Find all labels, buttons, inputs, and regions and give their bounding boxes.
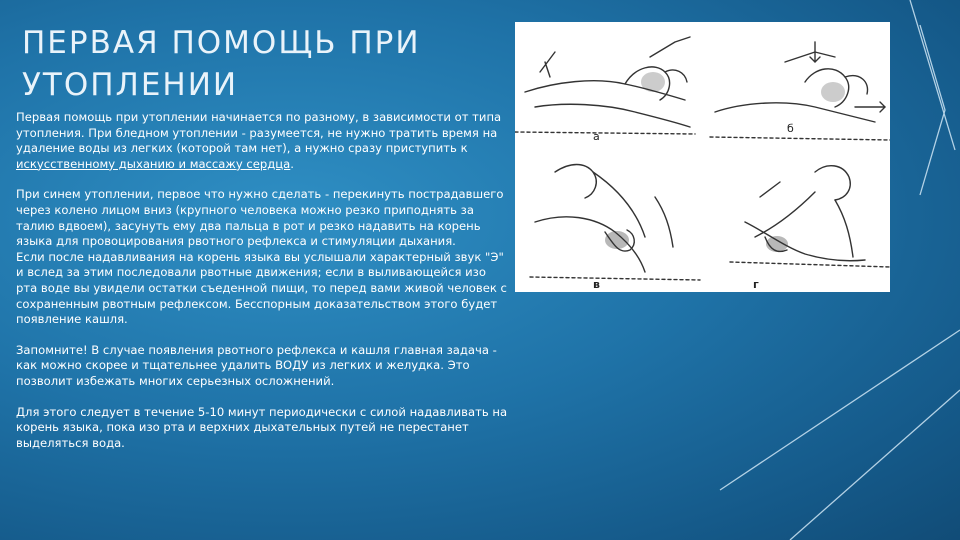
panel-label-v: в bbox=[593, 278, 600, 291]
cpr-link[interactable]: искусственному дыханию и массажу сердца bbox=[16, 156, 291, 171]
paragraph-remember: Запомните! В случае появления рвотного рефлекса и кашля главная задача - как можно скорее и тщательнее удалить ВОДУ из легких и желудка. Это позволит избежать многих серьезных осложнений. bbox=[16, 342, 497, 388]
title-line-2: УТОПЛЕНИИ bbox=[22, 67, 239, 103]
panel-label-b: б bbox=[787, 122, 794, 135]
body-text bbox=[16, 110, 508, 466]
paragraph-pale-text: Первая помощь при утоплении начинается по разному, в зависимости от типа утопления. При бледном утоплении - разумеется, не нужно тратить время на удаление воды из легких (которой там нет), а нужно сразу приступить к bbox=[16, 110, 502, 156]
paragraph-press-tongue: Для этого следует в течение 5-10 минут периодически с силой надавливать на корень языка, пока изо рта и верхних дыхательных путей не перестанет выделяться вода. bbox=[16, 404, 508, 450]
first-aid-illustration bbox=[515, 22, 890, 292]
title-line-1: ПЕРВАЯ ПОМОЩЬ ПРИ bbox=[22, 25, 421, 61]
panel-label-g: г bbox=[753, 278, 759, 291]
paragraph-blue-drowning: При синем утоплении, первое что нужно сделать - перекинуть пострадавшего через колено лицом вниз (крупного человека можно резко приподнять за талию вдвоем), засунуть ему два пальца в рот и резко надавить на корень языка для провоцирования рвотного рефлекса и стимуляции дыхания. bbox=[16, 187, 504, 249]
paragraph-vomiting-reflex: Если после надавливания на корень языка вы услышали характерный звук "Э" и вслед за этим последовали рвотные движения; если в выливающейся изо рта воде вы увидели остатки съеденной пищи, то перед вами живой человек с сохраненным рвотным рефлексом. Бесспорным доказательством этого будет появление кашля. bbox=[16, 249, 507, 327]
paragraph-pale-end: . bbox=[290, 156, 294, 171]
page-title bbox=[22, 22, 492, 106]
first-aid-drawing bbox=[515, 22, 890, 292]
paragraph-pale-drowning bbox=[16, 110, 508, 172]
panel-label-a: а bbox=[593, 130, 600, 143]
